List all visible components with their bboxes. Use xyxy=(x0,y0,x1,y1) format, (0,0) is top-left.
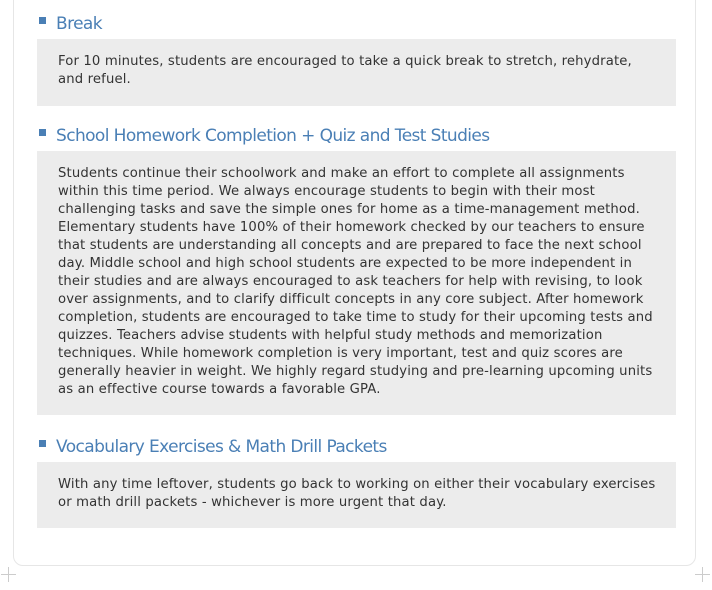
square-bullet-icon xyxy=(39,129,46,136)
section-body: With any time leftover, students go back to working on either their vocabulary exercises or math drill packets - whichever is more urgent that day. xyxy=(37,462,676,528)
corner-crosshair-icon xyxy=(695,567,710,582)
section-homework xyxy=(37,124,676,415)
section-vocabulary xyxy=(37,435,676,528)
section-break xyxy=(37,12,676,106)
section-heading xyxy=(37,124,676,154)
section-title: School Homework Completion + Quiz and Test Studies xyxy=(56,126,490,146)
section-body: Students continue their schoolwork and make an effort to complete all assignments within this time period. We always encourage students to begin with their most challenging tasks and save the simple ones for home as a time-management method. Elementary students have 100% of their homework checked by our teachers to ensure that students are understanding all concepts and are prepared to face the next school day. Middle school and high school students are expected to be more independent in their studies and are always encouraged to ask teachers for help with revising, to look over assignments, and to clarify difficult concepts in any core subject. After homework completion, students are encouraged to take time to study for their upcoming tests and quizzes. Teachers advise students with helpful study methods and memorization techniques. While homework completion is very important, test and quiz scores are generally heavier in weight. We highly regard studying and pre-learning upcoming units as an effective course towards a favorable GPA. xyxy=(37,151,676,415)
section-title: Vocabulary Exercises & Math Drill Packets xyxy=(56,437,387,457)
corner-crosshair-icon xyxy=(1,567,16,582)
section-heading xyxy=(37,12,676,42)
section-title: Break xyxy=(56,14,102,34)
section-heading xyxy=(37,435,676,465)
section-body: For 10 minutes, students are encouraged to take a quick break to stretch, rehydrate, and refuel. xyxy=(37,39,676,106)
square-bullet-icon xyxy=(39,17,46,24)
square-bullet-icon xyxy=(39,440,46,447)
